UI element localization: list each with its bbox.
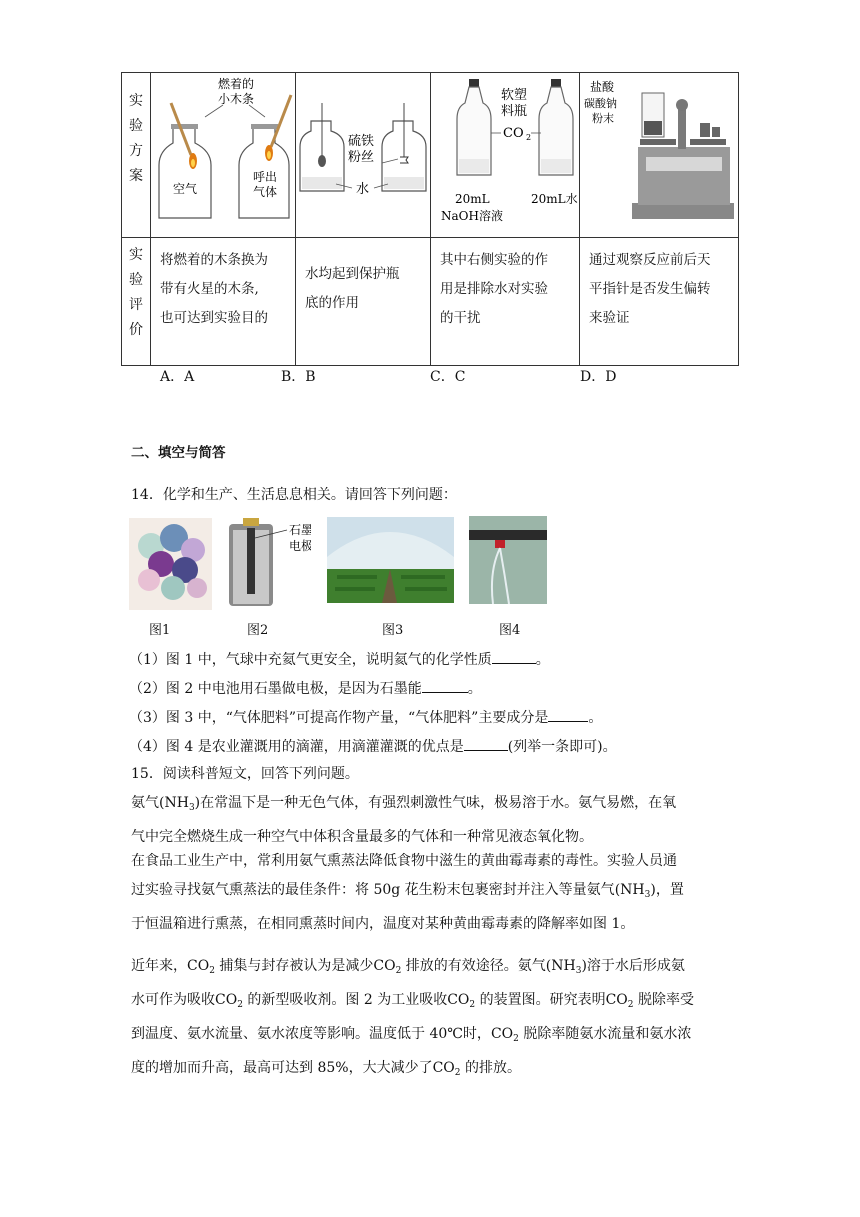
q14-stem: 14．化学和生产、生活息息相关。请回答下列问题：: [131, 487, 457, 503]
q14-item-2: [129, 677, 482, 699]
q14-item-end: (列举一条即可)。: [507, 739, 617, 755]
text: 的排放。: [460, 1060, 521, 1076]
subscript: 2: [237, 1000, 243, 1010]
formula-co2: CO: [447, 992, 470, 1008]
text: 近年来，: [131, 958, 187, 974]
text: ，置: [655, 882, 684, 898]
text: 到温度、氨水流量、氨水浓度等影响。温度低于 40℃时，: [131, 1026, 491, 1042]
formula-co2: CO: [215, 992, 238, 1008]
row-label-char: 验: [129, 272, 143, 288]
graphite-label-2: 电极: [289, 539, 311, 553]
answer-blank[interactable]: [422, 677, 468, 693]
label-co2: CO: [503, 126, 524, 141]
battery-image: [227, 516, 311, 610]
subscript: 3: [644, 890, 651, 900]
eval-line: 平指针是否发生偏转: [589, 281, 711, 297]
option-d[interactable]: D．D: [580, 369, 617, 385]
q14-item-3: [129, 706, 602, 728]
text: 的装置图。研究表明: [475, 992, 606, 1008]
q14-item-text: （3）图 3 中，“气体肥料”可提高作物产量，“气体肥料”主要成分是: [129, 710, 549, 726]
figure-balloons: [129, 518, 212, 610]
graphite-label-1: 石墨: [289, 523, 311, 537]
formula-nh3: NH: [164, 795, 189, 811]
row-label-char: 验: [129, 118, 143, 134]
q14-item-4: [129, 735, 617, 757]
eval-cell-d: [580, 238, 739, 366]
eval-line: 其中右侧实验的作: [440, 252, 548, 268]
text: 溶于水后形成氨: [586, 958, 685, 974]
q14-item-end: 。: [535, 652, 550, 668]
eval-line: 将燃着的木条换为: [160, 252, 268, 268]
label-hcl: 盐酸: [590, 80, 615, 94]
fig-label-1: 图1: [149, 623, 171, 638]
eval-cell-b: [296, 238, 431, 366]
option-c[interactable]: C．C: [430, 369, 466, 385]
row-label-char: 案: [129, 168, 143, 184]
formula-co2: CO: [373, 958, 396, 974]
row-label-char: 实: [129, 93, 143, 109]
fig-label-4: 图4: [499, 623, 521, 638]
text: 氨气: [131, 795, 159, 811]
q14-item-1: [129, 648, 550, 670]
subscript: 2: [513, 1034, 519, 1044]
text: 度的增加而升高，最高可达到 85%，大大减少了: [131, 1060, 433, 1076]
formula-co2: CO: [490, 1026, 514, 1042]
text-line: 在食品工业生产中，常利用氨气熏蒸法降低食物中滋生的黄曲霉毒素的毒性。实验人员通: [131, 853, 677, 869]
formula-co2: CO: [187, 958, 210, 974]
subscript: 2: [395, 966, 402, 976]
subscript: 2: [469, 1000, 476, 1010]
eval-line: 用是排除水对实验: [440, 281, 548, 297]
figure-drip: [469, 516, 547, 604]
label-splint: 小木条: [217, 92, 255, 106]
text: 捕集与封存被认为是减少: [214, 958, 374, 974]
diagram-cell-d: [580, 73, 739, 238]
drip-irrigation-image: [469, 516, 547, 604]
eval-line: 的干扰: [440, 310, 481, 326]
q15-paragraph-1: 氨气$(NH_3)$在常温下是一种无色气体，有强烈刺激性气味，极易溶于水。氨气易燃，在氧 气中完全燃烧生成一种空气中体积含量最多的气体和一种常见液态氧化物。: [131, 789, 731, 852]
q14-item-text: （4）图 4 是农业灌溉用的滴灌，用滴灌灌溉的优点是: [129, 739, 464, 755]
label-iron1: 硫铁: [348, 134, 375, 149]
text: 脱除率受: [633, 992, 694, 1008]
section-title: 二、填空与简答: [131, 445, 226, 461]
text: 过实验寻找氨气熏蒸法的最佳条件：将 50g 花生粉末包裹密封并注入等量氨气: [131, 882, 615, 898]
row-label-eval: [122, 238, 151, 366]
formula-co2: CO: [605, 992, 628, 1008]
formula-nh3: NH: [551, 958, 576, 974]
label-exhaled2: 气体: [253, 185, 278, 199]
jar-splint-diagram: [151, 73, 295, 233]
label-burning: 燃着的: [217, 77, 255, 91]
row-label-char: 实: [129, 247, 143, 263]
label-naoh: NaOH溶液: [441, 209, 503, 223]
q15-stem: 15．阅读科普短文，回答下列问题。: [131, 766, 359, 782]
subscript: 2: [627, 1000, 634, 1010]
diagram-cell-b: [296, 73, 431, 238]
label-exhaled1: 呼出: [253, 170, 278, 184]
q14-item-text: （1）图 1 中，气球中充氦气更安全，说明氦气的化学性质: [129, 652, 492, 668]
balance-diagram: [580, 73, 738, 233]
eval-line: 水均起到保护瓶: [305, 266, 400, 282]
label-20ml-water: 20mL水: [531, 192, 578, 206]
eval-line: 底的作用: [305, 295, 359, 311]
diagram-cell-c: [431, 73, 580, 238]
greenhouse-image: [327, 517, 454, 603]
text: 脱除率随氨水流量和氨水浓: [518, 1026, 692, 1042]
subscript: 2: [454, 1068, 461, 1078]
label-20ml: 20mL: [455, 192, 490, 206]
label-powder: 粉末: [592, 112, 614, 125]
eval-cell-c: [431, 238, 580, 366]
label-water: 水: [356, 182, 370, 197]
eval-line: 通过观察反应前后天: [589, 252, 711, 268]
row-label-char: 评: [129, 297, 143, 313]
q14-item-text: （2）图 2 中电池用石墨做电极，是因为石墨能: [129, 681, 422, 697]
eval-line: 带有火星的木条,: [160, 281, 259, 297]
subscript: 2: [209, 966, 215, 976]
experiment-table: [121, 72, 739, 366]
eval-line: 也可达到实验目的: [160, 310, 268, 326]
formula-nh3: NH: [620, 882, 645, 898]
label-iron2: 粉丝: [348, 150, 375, 165]
text: 水可作为吸收: [131, 992, 215, 1008]
subscript: 3: [575, 966, 582, 976]
formula-co2: CO: [432, 1060, 455, 1076]
label-soft1: 软塑: [501, 88, 528, 103]
answer-blank[interactable]: [548, 706, 588, 722]
text: 的新型吸收剂。图 2 为工业吸收: [242, 992, 448, 1008]
q15-paragraph-2: 在食品工业生产中，常利用氨气熏蒸法降低食物中滋生的黄曲霉毒素的毒性。实验人员通 过实验寻找氨气熏蒸法的最佳条件：将 50g 花生粉末包裹密封并注入等量氨气$(NH_3)$，置 于恒温箱进行熏蒸，在相同熏蒸时间内，温度对某种黄曲霉毒素的降解率如图 1。: [131, 847, 731, 939]
text-line: 于恒温箱进行熏蒸，在相同熏蒸时间内，温度对某种黄曲霉毒素的降解率如图 1。: [131, 916, 635, 932]
q14-item-end: 。: [467, 681, 482, 697]
row-label-char: 方: [129, 143, 143, 159]
text: 排放的有效途径。氨气: [401, 958, 546, 974]
answer-blank[interactable]: [464, 735, 508, 751]
text-line: 气中完全燃烧生成一种空气中体积含量最多的气体和一种常见液态氧化物。: [131, 829, 593, 845]
plastic-bottle-diagram: [431, 73, 579, 233]
option-a[interactable]: A．A: [160, 369, 195, 385]
figure-battery: [227, 516, 311, 610]
text: 在常温下是一种无色气体，有强烈刺激性气味，极易溶于水。氨气易燃，在氧: [200, 795, 677, 811]
row-label-plan: [122, 73, 151, 238]
figure-greenhouse: [327, 517, 454, 603]
label-air: 空气: [173, 182, 198, 196]
diagram-cell-a: [151, 73, 296, 238]
fig-label-2: 图2: [247, 623, 269, 638]
answer-blank[interactable]: [492, 648, 536, 664]
iron-wire-diagram: [296, 73, 430, 233]
option-b[interactable]: B．B: [281, 369, 316, 385]
row-label-char: 价: [129, 322, 143, 338]
subscript: 3: [188, 803, 195, 813]
q15-paragraph-3: 近年来，$CO_2$ 捕集与封存被认为是减少$CO_2$ 排放的有效途径。氨气$(NH_3)$溶于水后形成氨 水可作为吸收$CO_2$ 的新型吸收剂。图 2 为工业吸收$CO_2$ 的装置图。研究表明$CO_2$ 脱除率受 到温度、氨水流量、氨水浓度等影响。温度低于 40℃时，$CO_2$ 脱除率随氨水流量和氨水浓 度的增加而升高，最高可达到 85%，大大减少了$CO_2$ 的排放。: [131, 958, 694, 1078]
q14-item-end: 。: [588, 710, 603, 726]
label-co2-sub: 2: [526, 133, 532, 142]
eval-cell-a: [151, 238, 296, 366]
label-na2co3: 碳酸钠: [584, 97, 617, 110]
balloons-image: [129, 518, 212, 610]
eval-line: 来验证: [589, 310, 630, 326]
fig-label-3: 图3: [382, 623, 404, 638]
label-soft2: 料瓶: [501, 104, 528, 119]
